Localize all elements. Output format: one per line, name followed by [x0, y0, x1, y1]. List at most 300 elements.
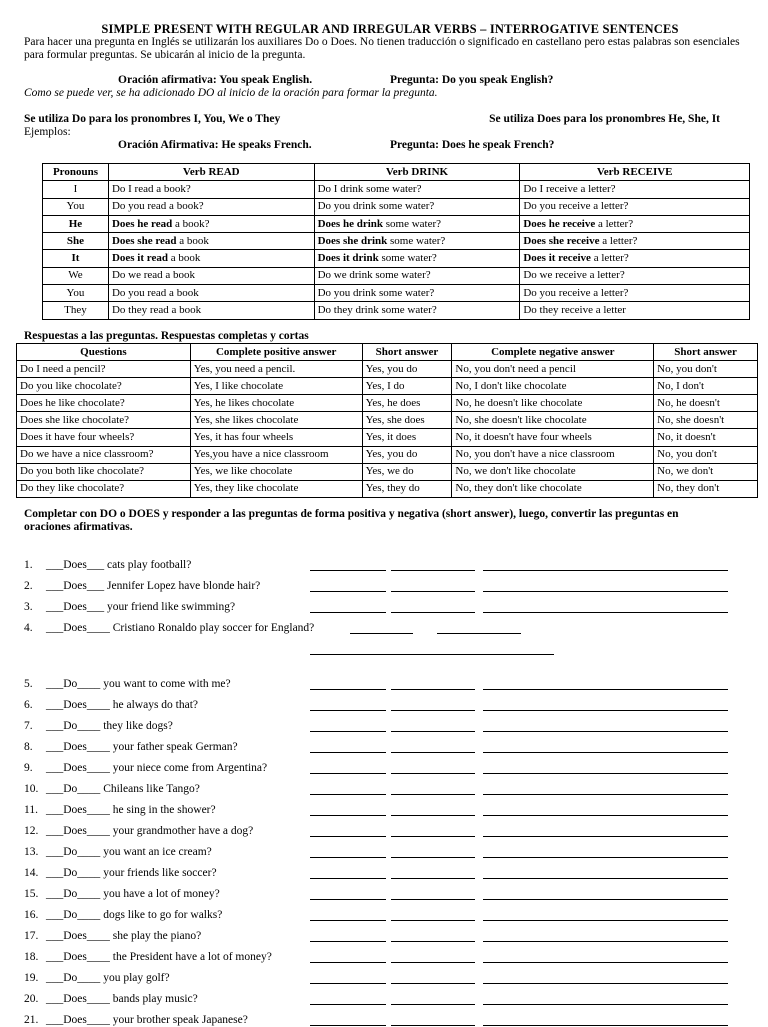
exercise-item: [24, 929, 764, 943]
answer-blank[interactable]: [310, 887, 386, 900]
answers-table-row: [17, 480, 758, 497]
short-positive-cell: Yes, I do: [362, 378, 452, 395]
verb-rest-part: Do I read a book?: [111, 182, 191, 195]
verb-bold-part: Does she drink: [317, 234, 388, 247]
exercise-item: [24, 908, 764, 922]
header-pronouns: Pronouns: [43, 164, 109, 181]
answer-blank[interactable]: [483, 579, 728, 592]
exercise-number: 14.: [24, 867, 39, 879]
verbs-table-row: [43, 215, 750, 232]
answer-blank[interactable]: [310, 719, 386, 732]
exercise-question: [46, 1013, 248, 1027]
short-negative-cell: No, you don't: [654, 361, 758, 378]
verb-rest-part: Do you receive a letter?: [523, 200, 629, 213]
answer-blank[interactable]: [391, 579, 475, 592]
answer-blank[interactable]: [350, 621, 413, 634]
worksheet-page: [20, 22, 756, 1026]
exercise-text: you have a lot of money?: [100, 888, 220, 900]
answer-blank[interactable]: [391, 600, 475, 613]
verb-rest-part: a book?: [172, 217, 210, 230]
answer-blank[interactable]: [310, 698, 386, 711]
exercise-number: 6.: [24, 699, 33, 711]
exercise-item: [24, 824, 764, 838]
exercise-text: bands play music?: [109, 993, 198, 1005]
exercise-item: [24, 803, 764, 817]
verb-rest-part: Do I drink some water?: [317, 182, 422, 195]
intro-paragraph: Para hacer una pregunta en Inglés se utilizarán los auxiliares Do o Does. No tienen traducción o significado en castellano pero estas palabras son esenciales para formular preguntas. Se ubicarán al inicio de la pregunta.: [24, 36, 740, 61]
answer-blank[interactable]: [483, 698, 728, 711]
verb-drink-cell: [314, 302, 520, 319]
exercise-text: you want an ice cream?: [100, 846, 212, 858]
answer-blank[interactable]: [391, 887, 475, 900]
exercise-question: [46, 782, 200, 796]
exercise-question: [46, 950, 272, 964]
verb-bold-part: Does it drink: [317, 252, 379, 265]
negative-answer-cell: No, they don't like chocolate: [452, 480, 654, 497]
answer-blank[interactable]: [483, 824, 728, 837]
verbs-table-row: [43, 250, 750, 267]
verb-read-cell: [108, 285, 314, 302]
answer-blank[interactable]: [391, 908, 475, 921]
short-positive-cell: Yes, it does: [362, 429, 452, 446]
exercise-aux: ___Does____: [46, 622, 110, 634]
exercise-text: he always do that?: [109, 699, 199, 711]
verb-rest-part: Do you drink some water?: [317, 200, 435, 213]
short-negative-cell: No, we don't: [654, 463, 758, 480]
answer-blank[interactable]: [391, 992, 475, 1005]
answer-blank[interactable]: [391, 677, 475, 690]
answers-table-header: [17, 344, 758, 361]
exercise-text: your friends like soccer?: [100, 867, 217, 879]
example-two: [24, 139, 756, 152]
answer-blank[interactable]: [391, 782, 475, 795]
exercise-item: [24, 740, 764, 754]
answer-blank[interactable]: [310, 992, 386, 1005]
exercise-item: [24, 698, 764, 712]
pronoun-cell: It: [43, 250, 109, 267]
answer-blank[interactable]: [483, 719, 728, 732]
short-negative-cell: No, it doesn't: [654, 429, 758, 446]
exercise-text: she play the piano?: [109, 930, 202, 942]
pronoun-cell: She: [43, 233, 109, 250]
answer-blank[interactable]: [310, 1013, 386, 1026]
verb-rest-part: some water?: [387, 234, 446, 247]
verb-read-cell: [108, 233, 314, 250]
question-cell: Does he like chocolate?: [17, 395, 191, 412]
exercise-question: [46, 740, 238, 754]
answer-blank[interactable]: [391, 558, 475, 571]
exercise-item: [24, 600, 764, 614]
pronoun-cell: You: [43, 198, 109, 215]
short-positive-cell: Yes, they do: [362, 480, 452, 497]
answer-blank[interactable]: [483, 782, 728, 795]
examples-label: Ejemplos:: [24, 126, 71, 138]
exercise-question: [46, 600, 235, 614]
exercise-aux: ___Does___: [46, 559, 105, 571]
answer-blank[interactable]: [310, 950, 386, 963]
verbs-table: [42, 163, 750, 320]
pronoun-cell: I: [43, 181, 109, 198]
exercise-text: dogs like to go for walks?: [100, 909, 223, 921]
verb-drink-cell: [314, 233, 520, 250]
exercise-text: your grandmother have a dog?: [109, 825, 254, 837]
verb-rest-part: a book: [167, 252, 201, 265]
short-positive-cell: Yes, she does: [362, 412, 452, 429]
exercise-text: your father speak German?: [109, 741, 238, 753]
exercise-number: 11.: [24, 804, 38, 816]
verb-bold-part: Does he read: [111, 217, 173, 230]
exercise-aux: ___Do____: [46, 909, 101, 921]
exercise-item: [24, 558, 764, 572]
answer-blank[interactable]: [310, 740, 386, 753]
verb-receive-cell: [520, 233, 750, 250]
answer-blank[interactable]: [483, 929, 728, 942]
question-cell: Do you both like chocolate?: [17, 463, 191, 480]
exercise-aux: ___Does____: [46, 825, 110, 837]
exercise-question: [46, 908, 222, 922]
exercise-heading: Completar con DO o DOES y responder a las preguntas de forma positiva y negativa (short answer), luego, convertir las preguntas en oraciones afirmativas.: [24, 508, 679, 533]
verb-receive-cell: [520, 302, 750, 319]
exercise-number: 7.: [24, 720, 33, 732]
answers-table-row: [17, 446, 758, 463]
exercise-number: 18.: [24, 951, 39, 963]
header-positive: Complete positive answer: [190, 344, 362, 361]
negative-answer-cell: No, she doesn't like chocolate: [452, 412, 654, 429]
answers-table-row: [17, 463, 758, 480]
answer-blank[interactable]: [483, 740, 728, 753]
example-two-question: Pregunta: Does he speak French?: [390, 139, 555, 151]
exercise-text: your brother speak Japanese?: [109, 1014, 248, 1026]
answers-table-row: [17, 395, 758, 412]
short-negative-cell: No, she doesn't: [654, 412, 758, 429]
verb-receive-cell: [520, 215, 750, 232]
verb-rest-part: Do they receive a letter: [523, 304, 626, 317]
exercise-text: your friend like swimming?: [104, 601, 236, 613]
answer-blank[interactable]: [483, 950, 728, 963]
verb-rest-part: Do you drink some water?: [317, 286, 435, 299]
exercise-question: [46, 845, 212, 859]
verbs-table-row: [43, 198, 750, 215]
short-negative-cell: No, I don't: [654, 378, 758, 395]
short-negative-cell: No, they don't: [654, 480, 758, 497]
example-one-question: Pregunta: Do you speak English?: [390, 74, 554, 86]
answer-blank[interactable]: [310, 866, 386, 879]
exercise-question: [46, 992, 198, 1006]
verb-bold-part: Does she receive: [523, 234, 600, 247]
positive-answer-cell: Yes, it has four wheels: [190, 429, 362, 446]
answer-blank[interactable]: [391, 866, 475, 879]
answer-blank[interactable]: [310, 558, 386, 571]
exercise-item: [24, 887, 764, 901]
exercise-item: [24, 579, 764, 593]
positive-answer-cell: Yes, they like chocolate: [190, 480, 362, 497]
exercise-number: 21.: [24, 1014, 39, 1026]
verb-drink-cell: [314, 198, 520, 215]
exercise-number: 5.: [24, 678, 33, 690]
question-cell: Does it have four wheels?: [17, 429, 191, 446]
verb-drink-cell: [314, 285, 520, 302]
question-cell: Do they like chocolate?: [17, 480, 191, 497]
exercise-aux: ___Do____: [46, 867, 101, 879]
short-positive-cell: Yes, he does: [362, 395, 452, 412]
answer-blank[interactable]: [483, 887, 728, 900]
exercise-item: [24, 950, 764, 964]
answer-blank[interactable]: [310, 908, 386, 921]
exercise-aux: ___Does____: [46, 762, 110, 774]
answer-blank[interactable]: [391, 1013, 475, 1026]
verb-rest-part: Do I receive a letter?: [523, 182, 616, 195]
exercise-aux: ___Do____: [46, 846, 101, 858]
exercise-number: 13.: [24, 846, 39, 858]
exercise-text: cats play football?: [104, 559, 192, 571]
exercise-aux: ___Does____: [46, 951, 110, 963]
verb-bold-part: Does he receive: [523, 217, 596, 230]
pronoun-cell: They: [43, 302, 109, 319]
answer-blank[interactable]: [310, 824, 386, 837]
exercise-question: [46, 803, 216, 817]
positive-answer-cell: Yes, he likes chocolate: [190, 395, 362, 412]
verbs-table-row: [43, 302, 750, 319]
answer-blank[interactable]: [310, 761, 386, 774]
verb-rest-part: a book: [176, 234, 209, 247]
negative-answer-cell: No, we don't like chocolate: [452, 463, 654, 480]
verb-bold-part: Does he drink: [317, 217, 383, 230]
answers-table-row: [17, 361, 758, 378]
answer-blank[interactable]: [310, 803, 386, 816]
exercise-text: you play golf?: [100, 972, 170, 984]
exercise-item: [24, 677, 764, 691]
answer-blank[interactable]: [391, 950, 475, 963]
rule-do: Se utiliza Do para los pronombres I, You, We o They: [24, 113, 281, 125]
exercise-aux: ___Do____: [46, 972, 101, 984]
exercise-question: [46, 761, 267, 775]
exercise-item: [24, 992, 764, 1006]
rule-does: Se utiliza Does para los pronombres He, She, It: [489, 113, 720, 125]
exercise-number: 15.: [24, 888, 39, 900]
negative-answer-cell: No, it doesn't have four wheels: [452, 429, 654, 446]
exercise-aux: ___Does____: [46, 993, 110, 1005]
answer-blank[interactable]: [391, 929, 475, 942]
verb-rest-part: Do you read a book: [111, 286, 199, 299]
exercise-number: 10.: [24, 783, 39, 795]
answer-blank[interactable]: [391, 719, 475, 732]
exercise-aux: ___Do____: [46, 678, 101, 690]
verb-rest-part: Do they read a book: [111, 304, 202, 317]
verb-read-cell: [108, 267, 314, 284]
exercise-item: [24, 719, 764, 733]
verb-rest-part: Do we drink some water?: [317, 269, 431, 282]
exercise-aux: ___Does____: [46, 699, 110, 711]
header-verb-drink: Verb DRINK: [314, 164, 520, 181]
answer-blank[interactable]: [483, 600, 728, 613]
verb-read-cell: [108, 198, 314, 215]
exercise-question: [46, 719, 173, 733]
exercise-text: your niece come from Argentina?: [109, 762, 268, 774]
verb-rest-part: Do you read a book?: [111, 200, 204, 213]
positive-answer-cell: Yes, you need a pencil.: [190, 361, 362, 378]
pronoun-cell: We: [43, 267, 109, 284]
exercise-aux: ___Do____: [46, 720, 101, 732]
short-positive-cell: Yes, you do: [362, 361, 452, 378]
verb-rest-part: a letter?: [599, 234, 638, 247]
answer-blank[interactable]: [483, 677, 728, 690]
pronoun-cell: He: [43, 215, 109, 232]
answer-blank[interactable]: [437, 621, 521, 634]
verb-drink-cell: [314, 267, 520, 284]
answer-blank[interactable]: [310, 929, 386, 942]
header-questions: Questions: [17, 344, 191, 361]
answer-blank[interactable]: [483, 992, 728, 1005]
answer-blank[interactable]: [483, 845, 728, 858]
exercise-number: 9.: [24, 762, 33, 774]
verbs-table-row: [43, 233, 750, 250]
verb-receive-cell: [520, 285, 750, 302]
example-one: [24, 74, 756, 87]
pronoun-cell: You: [43, 285, 109, 302]
answer-blank[interactable]: [310, 782, 386, 795]
exercise-question: [46, 698, 198, 712]
exercise-aux: ___Does____: [46, 1014, 110, 1026]
question-cell: Does she like chocolate?: [17, 412, 191, 429]
verb-rest-part: some water?: [378, 252, 437, 265]
exercise-number: 20.: [24, 993, 39, 1005]
verb-rest-part: Do we receive a letter?: [523, 269, 625, 282]
answers-table: [16, 343, 758, 498]
exercise-item: [24, 621, 764, 635]
answer-blank[interactable]: [391, 761, 475, 774]
verb-read-cell: [108, 250, 314, 267]
exercise-number: 19.: [24, 972, 39, 984]
answer-blank[interactable]: [310, 600, 386, 613]
header-negative: Complete negative answer: [452, 344, 654, 361]
exercise-number: 12.: [24, 825, 39, 837]
answers-table-row: [17, 429, 758, 446]
verb-rest-part: a letter?: [595, 217, 634, 230]
exercise-text: they like dogs?: [100, 720, 173, 732]
verb-rest-part: Do we read a book: [111, 269, 196, 282]
answer-blank[interactable]: [483, 1013, 728, 1026]
example-one-affirmative: Oración afirmativa: You speak English.: [118, 74, 313, 86]
exercise-number: 8.: [24, 741, 33, 753]
verb-receive-cell: [520, 250, 750, 267]
negative-answer-cell: No, I don't like chocolate: [452, 378, 654, 395]
answer-blank[interactable]: [310, 579, 386, 592]
positive-answer-cell: Yes, we like chocolate: [190, 463, 362, 480]
exercise-item: [24, 761, 764, 775]
header-short-negative: Short answer: [654, 344, 758, 361]
answers-heading: Respuestas a las preguntas. Respuestas completas y cortas: [24, 330, 309, 342]
exercise-aux: ___Does____: [46, 804, 110, 816]
answer-blank[interactable]: [310, 845, 386, 858]
answer-blank[interactable]: [483, 971, 728, 984]
verbs-table-row: [43, 181, 750, 198]
verb-rest-part: Do they drink some water?: [317, 304, 437, 317]
exercise-number: 4.: [24, 622, 33, 634]
header-verb-read: Verb READ: [108, 164, 314, 181]
exercise-number: 2.: [24, 580, 33, 592]
exercise-number: 3.: [24, 601, 33, 613]
question-cell: Do I need a pencil?: [17, 361, 191, 378]
answer-blank[interactable]: [483, 908, 728, 921]
answer-blank[interactable]: [391, 803, 475, 816]
answer-blank[interactable]: [483, 558, 728, 571]
positive-answer-cell: Yes, she likes chocolate: [190, 412, 362, 429]
verb-receive-cell: [520, 198, 750, 215]
short-negative-cell: No, you don't: [654, 446, 758, 463]
exercise-question: [46, 558, 191, 572]
answer-blank[interactable]: [391, 971, 475, 984]
example-two-affirmative: Oración Afirmativa: He speaks French.: [118, 139, 312, 151]
answer-blank[interactable]: [483, 866, 728, 879]
exercise-text: Jennifer Lopez have blonde hair?: [104, 580, 261, 592]
verb-rest-part: some water?: [383, 217, 442, 230]
answer-blank[interactable]: [310, 642, 554, 655]
exercise-text: he sing in the shower?: [109, 804, 216, 816]
exercise-item: [24, 866, 764, 880]
exercise-question: [46, 866, 217, 880]
exercise-item: [24, 971, 764, 985]
page-title: SIMPLE PRESENT WITH REGULAR AND IRREGULAR VERBS – INTERROGATIVE SENTENCES: [101, 22, 679, 36]
verb-bold-part: Does it read: [111, 252, 168, 265]
answer-blank[interactable]: [483, 803, 728, 816]
exercise-question: [46, 824, 253, 838]
verb-drink-cell: [314, 181, 520, 198]
exercise-question: [46, 887, 220, 901]
verb-rest-part: a letter?: [590, 252, 629, 265]
verbs-table-row: [43, 267, 750, 284]
exercise-question: [46, 929, 201, 943]
verb-rest-part: Do you receive a letter?: [523, 286, 629, 299]
exercise-item: [24, 782, 764, 796]
exercise-text: you want to come with me?: [100, 678, 231, 690]
answer-blank[interactable]: [310, 971, 386, 984]
note-text: Como se puede ver, se ha adicionado DO al inicio de la oración para formar la pregunta.: [24, 87, 438, 99]
answer-blank[interactable]: [391, 845, 475, 858]
rules-line: [24, 113, 756, 126]
exercise-aux: ___Does____: [46, 930, 110, 942]
verb-read-cell: [108, 181, 314, 198]
exercise-item: [24, 1013, 764, 1027]
answer-blank[interactable]: [391, 740, 475, 753]
answer-blank[interactable]: [483, 761, 728, 774]
header-short-positive: Short answer: [362, 344, 452, 361]
exercise-text: Cristiano Ronaldo play soccer for England?: [109, 622, 315, 634]
negative-answer-cell: No, he doesn't like chocolate: [452, 395, 654, 412]
verb-read-cell: [108, 215, 314, 232]
exercise-aux: ___Do____: [46, 888, 101, 900]
exercise-aux: ___Does____: [46, 741, 110, 753]
question-cell: Do you like chocolate?: [17, 378, 191, 395]
positive-answer-cell: Yes, I like chocolate: [190, 378, 362, 395]
exercise-aux: ___Does___: [46, 601, 105, 613]
short-negative-cell: No, he doesn't: [654, 395, 758, 412]
verb-receive-cell: [520, 181, 750, 198]
answer-blank[interactable]: [391, 698, 475, 711]
exercise-aux: ___Does___: [46, 580, 105, 592]
exercise-question: [46, 677, 231, 691]
verb-read-cell: [108, 302, 314, 319]
exercise-item: [24, 845, 764, 859]
answer-blank[interactable]: [391, 824, 475, 837]
verbs-table-header: [43, 164, 750, 181]
verb-bold-part: Does she read: [111, 234, 177, 247]
exercise-question: [46, 579, 260, 593]
answer-blank[interactable]: [310, 677, 386, 690]
question-cell: Do we have a nice classroom?: [17, 446, 191, 463]
exercise-number: 16.: [24, 909, 39, 921]
short-positive-cell: Yes, we do: [362, 463, 452, 480]
exercise-question: [46, 971, 170, 985]
